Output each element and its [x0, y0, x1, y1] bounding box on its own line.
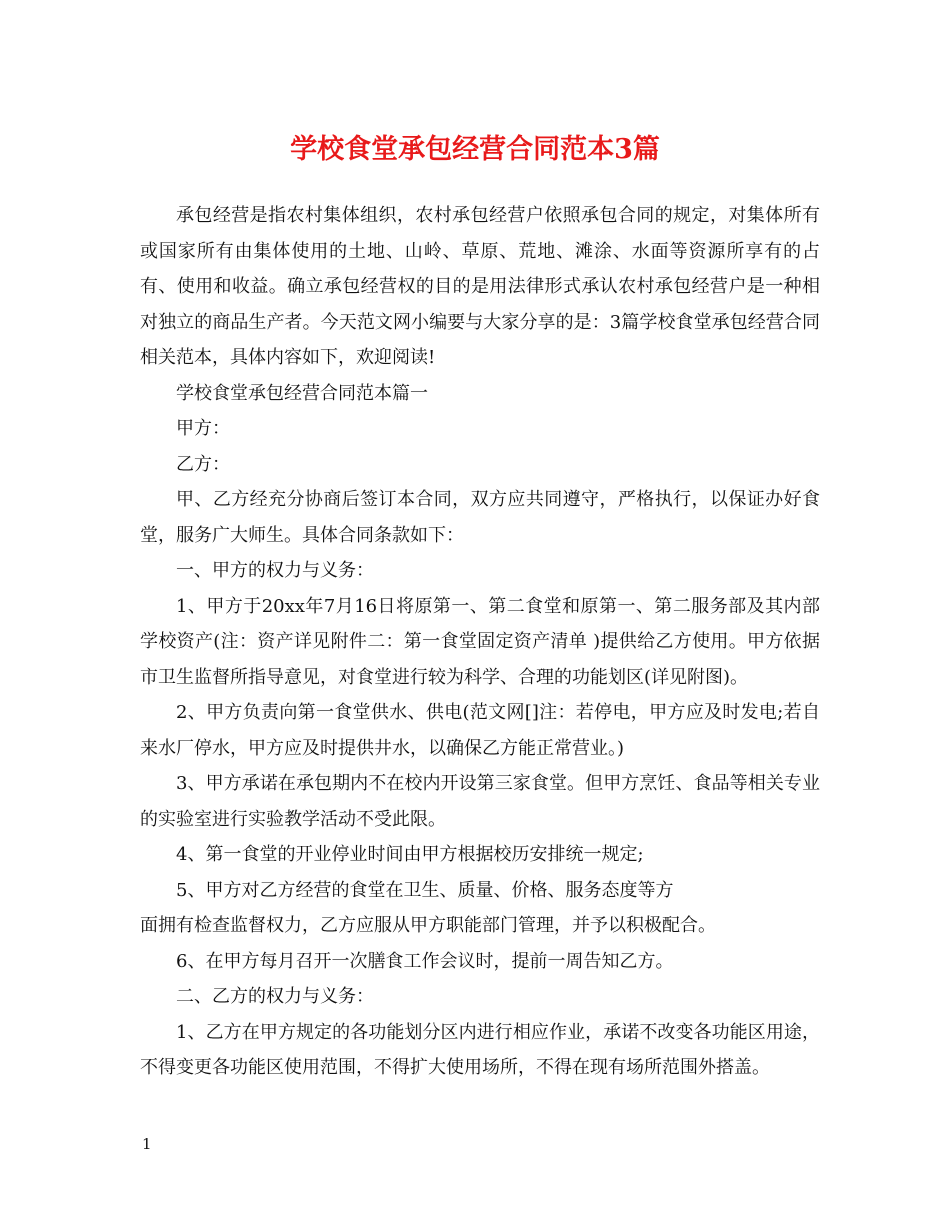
- paragraph-party-a: 甲方：: [176, 418, 230, 439]
- paragraph-heading-party-a-rights: 一、甲方的权力与义务：: [176, 560, 374, 581]
- paragraph-party-b: 乙方：: [176, 453, 230, 475]
- paragraph-clause-a6: 6、在甲方每月召开一次膳食工作会议时，提前一周告知乙方。: [176, 950, 674, 972]
- page-number: 1: [142, 1135, 152, 1153]
- paragraph-clause-b1: 1、乙方在甲方规定的各功能划分区内进行相应作业，承诺不改变各功能区用途，不得变更各功能区使用范围，不得扩大使用场所，不得在现有场所范围外搭盖。: [140, 1021, 820, 1078]
- document-body: [140, 198, 820, 1086]
- paragraph-clause-a4: 4、第一食堂的开业停业时间由甲方根据校历安排统一规定;: [176, 844, 644, 865]
- paragraph-section-heading: 学校食堂承包经营合同范本篇一: [176, 382, 428, 404]
- document-title: 学校食堂承包经营合同范本3篇: [290, 134, 660, 165]
- paragraph-intro: 承包经营是指农村集体组织，农村承包经营户依照承包合同的规定，对集体所有或国家所有由集体使用的土地、山岭、草原、荒地、滩涂、水面等资源所享有的占有、使用和收益。确立承包经营权的目的是用法律形式承认农村承包经营户是一种相对独立的商品生产者。今天范文网小编要与大家分享的是：3篇学校食堂承包经营合同相关范本，具体内容如下，欢迎阅读!: [140, 205, 820, 368]
- paragraph-clause-a1: 1、甲方于20xx年7月16日将原第一、第二食堂和原第一、第二服务部及其内部学校资产(注：资产详见附件二：第一食堂固定资产清单 )提供给乙方使用。甲方依据市卫生监督所指导意见，对食堂进行较为科学、合理的功能划区(详见附图)。: [140, 595, 820, 688]
- paragraph-agreement: 甲、乙方经充分协商后签订本合同，双方应共同遵守，严格执行，以保证办好食堂，服务广大师生。具体合同条款如下：: [140, 489, 820, 546]
- paragraph-clause-a5: 5、甲方对乙方经营的食堂在卫生、质量、价格、服务态度等方: [176, 879, 674, 901]
- paragraph-clause-a2: 2、甲方负责向第一食堂供水、供电(范文网[]注：若停电，甲方应及时发电;若自来水厂停水，甲方应及时提供井水，以确保乙方能正常营业。): [140, 702, 820, 759]
- paragraph-clause-a3: 3、甲方承诺在承包期内不在校内开设第三家食堂。但甲方烹饪、食品等相关专业的实验室进行实验教学活动不受此限。: [140, 773, 820, 830]
- paragraph-heading-party-b-rights: 二、乙方的权力与义务：: [176, 986, 374, 1007]
- paragraph-clause-a5-continued: 面拥有检查监督权力，乙方应服从甲方职能部门管理，并予以积极配合。: [140, 915, 716, 936]
